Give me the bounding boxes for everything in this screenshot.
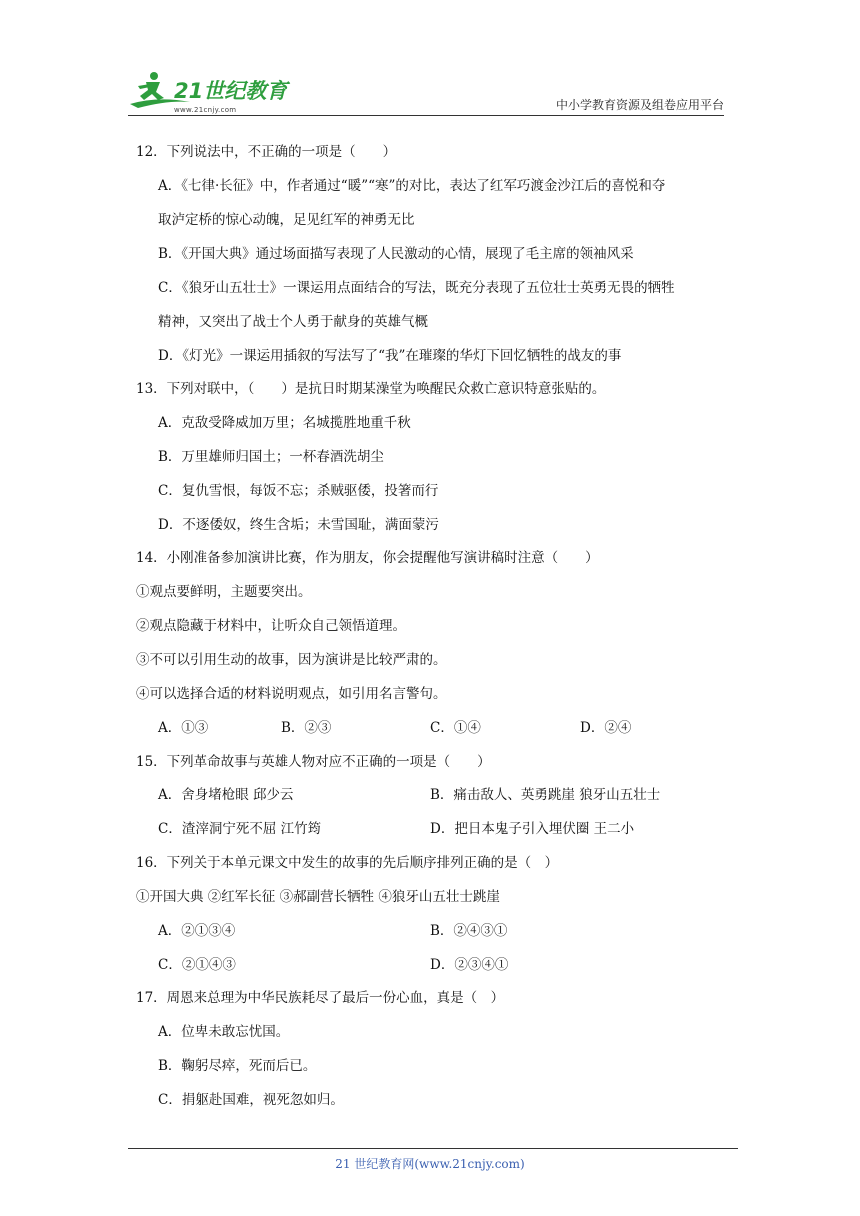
q16-option-b: B．②④③①: [430, 923, 508, 939]
q13-option-b: B．万里雄师归国土；一杯春酒洗胡尘: [158, 449, 384, 465]
q13-stem: 13．下列对联中，（ ）是抗日时期某澡堂为唤醒民众救亡意识特意张贴的。: [136, 381, 606, 397]
q16-stem: 16．下列关于本单元课文中发生的故事的先后顺序排列正确的是（ ）: [136, 855, 559, 871]
header-divider: [128, 115, 724, 116]
q13-option-a: A．克敌受降威加万里；名城揽胜地重千秋: [158, 415, 411, 431]
q12-option-c: C．《狼牙山五壮士》一课运用点面结合的写法，既充分表现了五位壮士英勇无畏的牺牲: [158, 280, 675, 296]
q14-statement-1: ①观点要鲜明，主题要突出。: [136, 584, 312, 600]
q13-option-c: C．复仇雪恨，每饭不忘；杀贼驱倭，投箸而行: [158, 483, 439, 499]
site-logo: [128, 70, 298, 116]
q12-option-b: B．《开国大典》通过场面描写表现了人民激动的心情，展现了毛主席的领袖风采: [158, 246, 634, 262]
q12-option-c-cont: 精神，又突出了战士个人勇于献身的英雄气概: [158, 314, 428, 330]
q14-statement-2: ②观点隐藏于材料中，让听众自己领悟道理。: [136, 618, 406, 634]
q14-stem: 14．小刚准备参加演讲比赛，作为朋友，你会提醒他写演讲稿时注意（ ）: [136, 550, 599, 566]
q14-option-a: A．①③: [158, 720, 209, 736]
q12-option-a: A．《七律·长征》中，作者通过“暖”“寒”的对比，表达了红军巧渡金沙江后的喜悦和夺: [158, 178, 666, 194]
q12-stem: 12．下列说法中，不正确的一项是（ ）: [136, 144, 397, 160]
q15-option-a: A．舍身堵枪眼 邱少云: [158, 787, 294, 803]
q15-stem: 15．下列革命故事与英雄人物对应不正确的一项是（ ）: [136, 754, 491, 770]
q17-stem: 17．周恩来总理为中华民族耗尽了最后一份心血，真是（ ）: [136, 990, 505, 1006]
q16-option-d: D．②③④①: [430, 957, 509, 973]
q15-option-c: C．渣滓洞宁死不屈 江竹筠: [158, 821, 322, 837]
q14-option-c: C．①④: [430, 720, 481, 736]
q14-option-d: D．②④: [580, 720, 632, 736]
q12-option-a-cont: 取泸定桥的惊心动魄，足见红军的神勇无比: [158, 212, 415, 228]
q17-option-a: A．位卑未敢忘忧国。: [158, 1024, 290, 1040]
q16-option-a: A．②①③④: [158, 923, 236, 939]
q13-option-d: D．不逐倭奴，终生含垢；未雪国耻，满面蒙污: [158, 517, 439, 533]
q12-option-d: D．《灯光》一课运用插叙的写法写了“我”在璀璨的华灯下回忆牺牲的战友的事: [158, 348, 622, 364]
q16-items: ①开国大典 ②红军长征 ③郝副营长牺牲 ④狼牙山五壮士跳崖: [136, 889, 500, 905]
q16-option-c: C．②①④③: [158, 957, 236, 973]
q15-option-b: B．痛击敌人、英勇跳崖 狼牙山五壮士: [430, 787, 661, 803]
q17-option-c: C．捐躯赴国难，视死忽如归。: [158, 1092, 344, 1108]
q14-statement-3: ③不可以引用生动的故事，因为演讲是比较严肃的。: [136, 652, 447, 668]
page-header: [128, 70, 724, 116]
q17-option-b: B．鞠躬尽瘁，死而后已。: [158, 1058, 317, 1074]
logo-url: www.21cnjy.com: [174, 106, 237, 114]
q15-option-d: D．把日本鬼子引入埋伏圈 王二小: [430, 821, 635, 837]
footer-divider: [128, 1148, 738, 1149]
platform-name: 中小学教育资源及组卷应用平台: [555, 98, 724, 112]
logo-text: 21世纪教育: [174, 79, 288, 103]
footer-link[interactable]: 21 世纪教育网(www.21cnjy.com): [335, 1157, 525, 1171]
q14-option-b: B．②③: [281, 720, 332, 736]
q14-statement-4: ④可以选择合适的材料说明观点，如引用名言警句。: [136, 686, 447, 702]
